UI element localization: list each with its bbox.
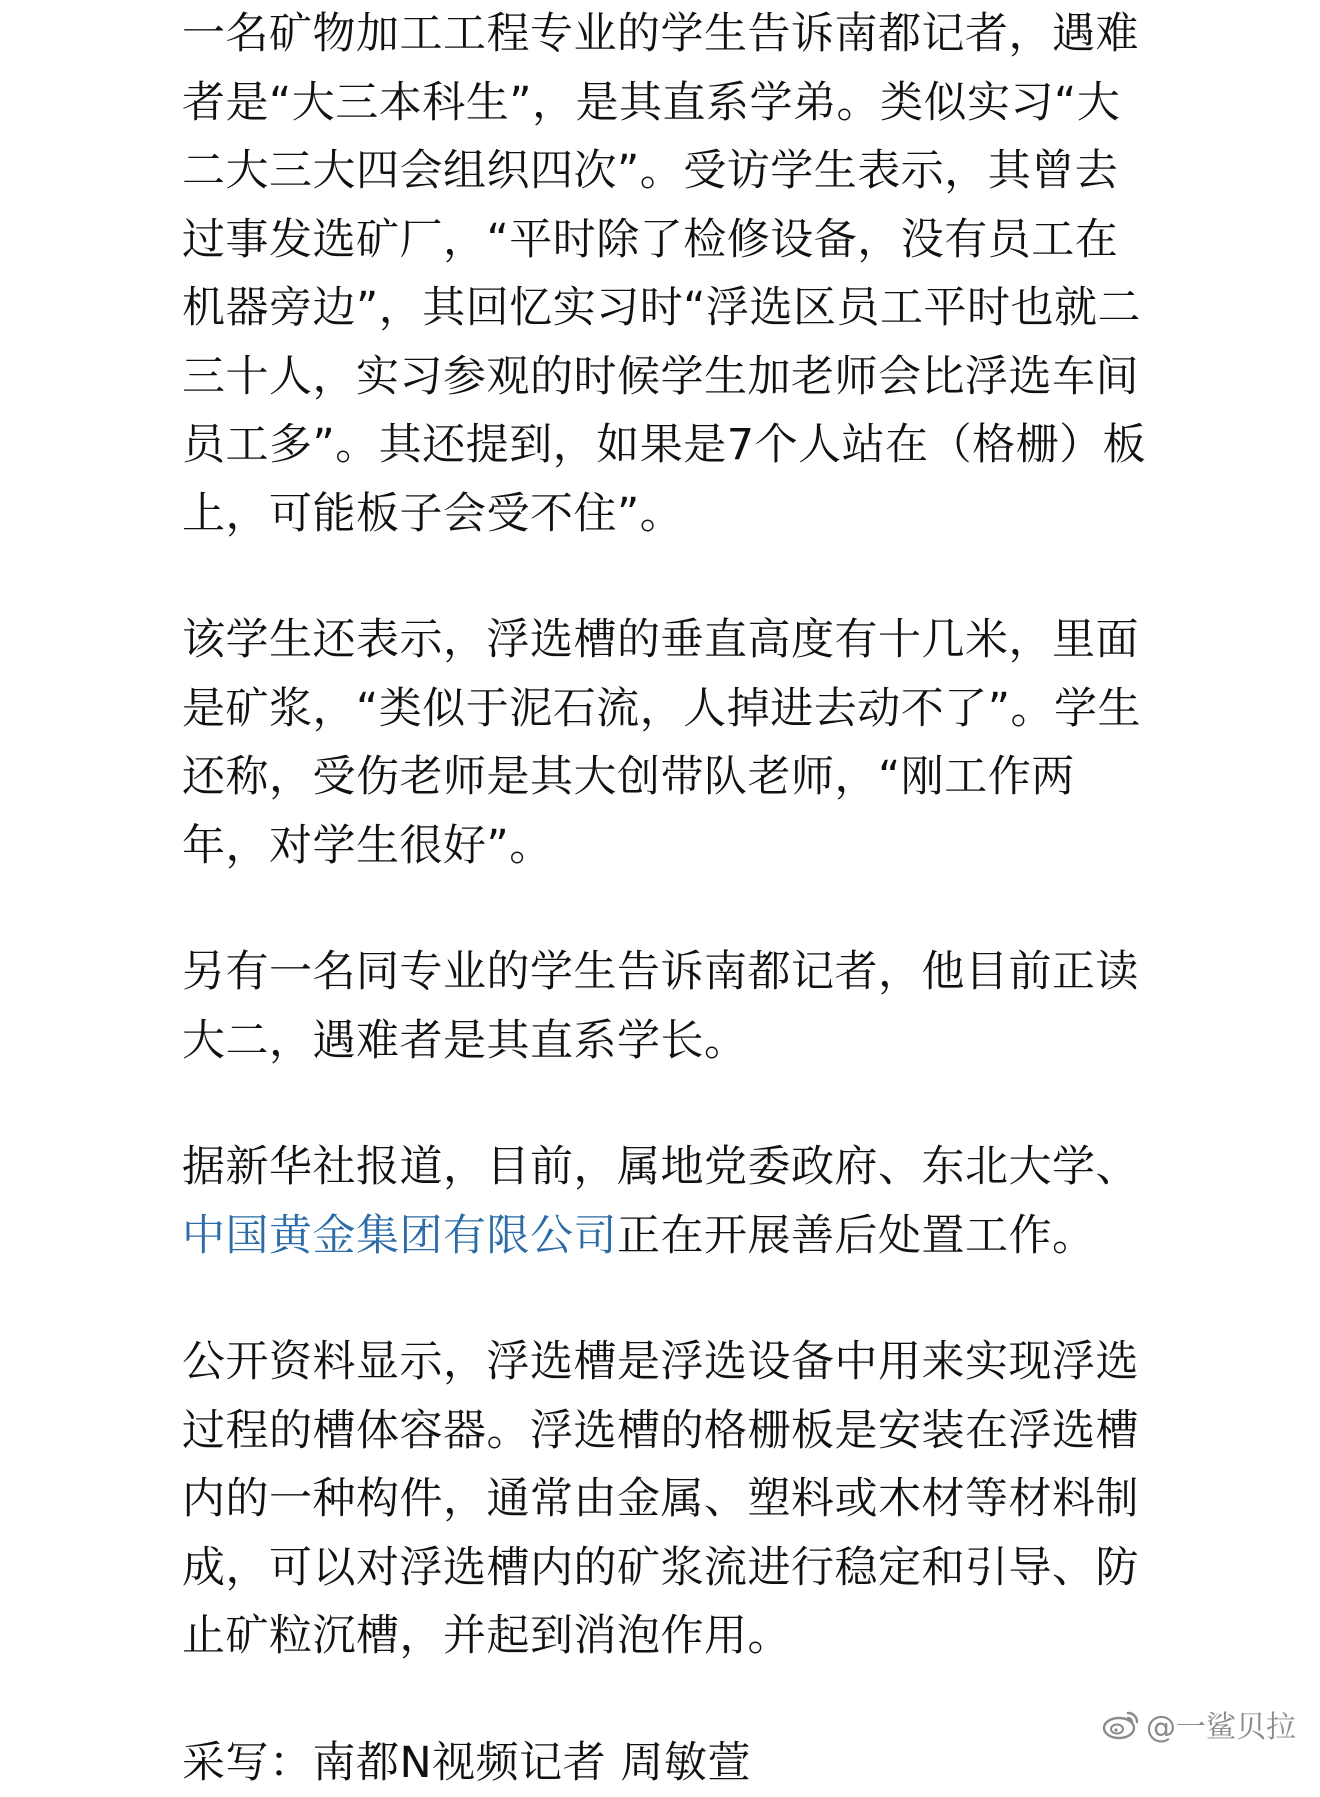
paragraph-line: 上，可能板子会受不住”。: [182, 480, 1142, 549]
paragraph-line: 另有一名同专业的学生告诉南都记者，他目前正读: [182, 938, 1142, 1007]
paragraph-gap: [182, 548, 1142, 606]
watermark: [1102, 1704, 1296, 1744]
paragraph-line: 员工多”。其还提到，如果是7个人站在（格栅）板: [182, 411, 1142, 480]
paragraph-line: 是矿浆，“类似于泥石流，人掉进去动不了”。学生: [182, 675, 1142, 744]
paragraph-gap: [182, 880, 1142, 938]
paragraph-line: 二大三大四会组织四次”。受访学生表示，其曾去: [182, 137, 1142, 206]
paragraph-line: 据新华社报道，目前，属地党委政府、东北大学、: [182, 1133, 1142, 1202]
paragraph-1: [182, 0, 1142, 548]
byline-text: 采写：南都N视频记者 周敏萱: [182, 1729, 1142, 1797]
paragraph-line: 三十人，实习参观的时候学生加老师会比浮选车间: [182, 343, 1142, 412]
paragraph-4: [182, 1133, 1142, 1270]
weibo-icon: [1102, 1707, 1142, 1741]
paragraph-line: 内的一种构件，通常由金属、塑料或木材等材料制: [182, 1465, 1142, 1534]
company-link[interactable]: 中国黄金集团有限公司: [182, 1211, 617, 1261]
paragraph-gap: [182, 1671, 1142, 1729]
paragraph-line: 一名矿物加工工程专业的学生告诉南都记者，遇难: [182, 0, 1142, 69]
paragraph-2: [182, 606, 1142, 880]
article: [182, 0, 1142, 1797]
paragraph-line: 过事发选矿厂，“平时除了检修设备，没有员工在: [182, 206, 1142, 275]
byline: [182, 1729, 1142, 1797]
paragraph-3: [182, 938, 1142, 1075]
paragraph-line: 大二，遇难者是其直系学长。: [182, 1007, 1142, 1076]
paragraph-gap: [182, 1075, 1142, 1133]
paragraph-line: 机器旁边”，其回忆实习时“浮选区员工平时也就二: [182, 274, 1142, 343]
paragraph-line: 年，对学生很好”。: [182, 812, 1142, 881]
paragraph-line: 者是“大三本科生”，是其直系学弟。类似实习“大: [182, 69, 1142, 138]
paragraph-line: [182, 1202, 1142, 1271]
paragraph-line: 该学生还表示，浮选槽的垂直高度有十几米，里面: [182, 606, 1142, 675]
paragraph-gap: [182, 1270, 1142, 1328]
paragraph-line: 公开资料显示，浮选槽是浮选设备中用来实现浮选: [182, 1328, 1142, 1397]
paragraph-5: [182, 1328, 1142, 1671]
paragraph-line: 止矿粒沉槽，并起到消泡作用。: [182, 1602, 1142, 1671]
paragraph-line: 过程的槽体容器。浮选槽的格栅板是安装在浮选槽: [182, 1397, 1142, 1466]
paragraph-line: 还称，受伤老师是其大创带队老师，“刚工作两: [182, 743, 1142, 812]
watermark-text: @一鲨贝拉: [1146, 1702, 1296, 1746]
paragraph-line-rest: 正在开展善后处置工作。: [617, 1211, 1096, 1261]
paragraph-line: 成，可以对浮选槽内的矿浆流进行稳定和引导、防: [182, 1534, 1142, 1603]
